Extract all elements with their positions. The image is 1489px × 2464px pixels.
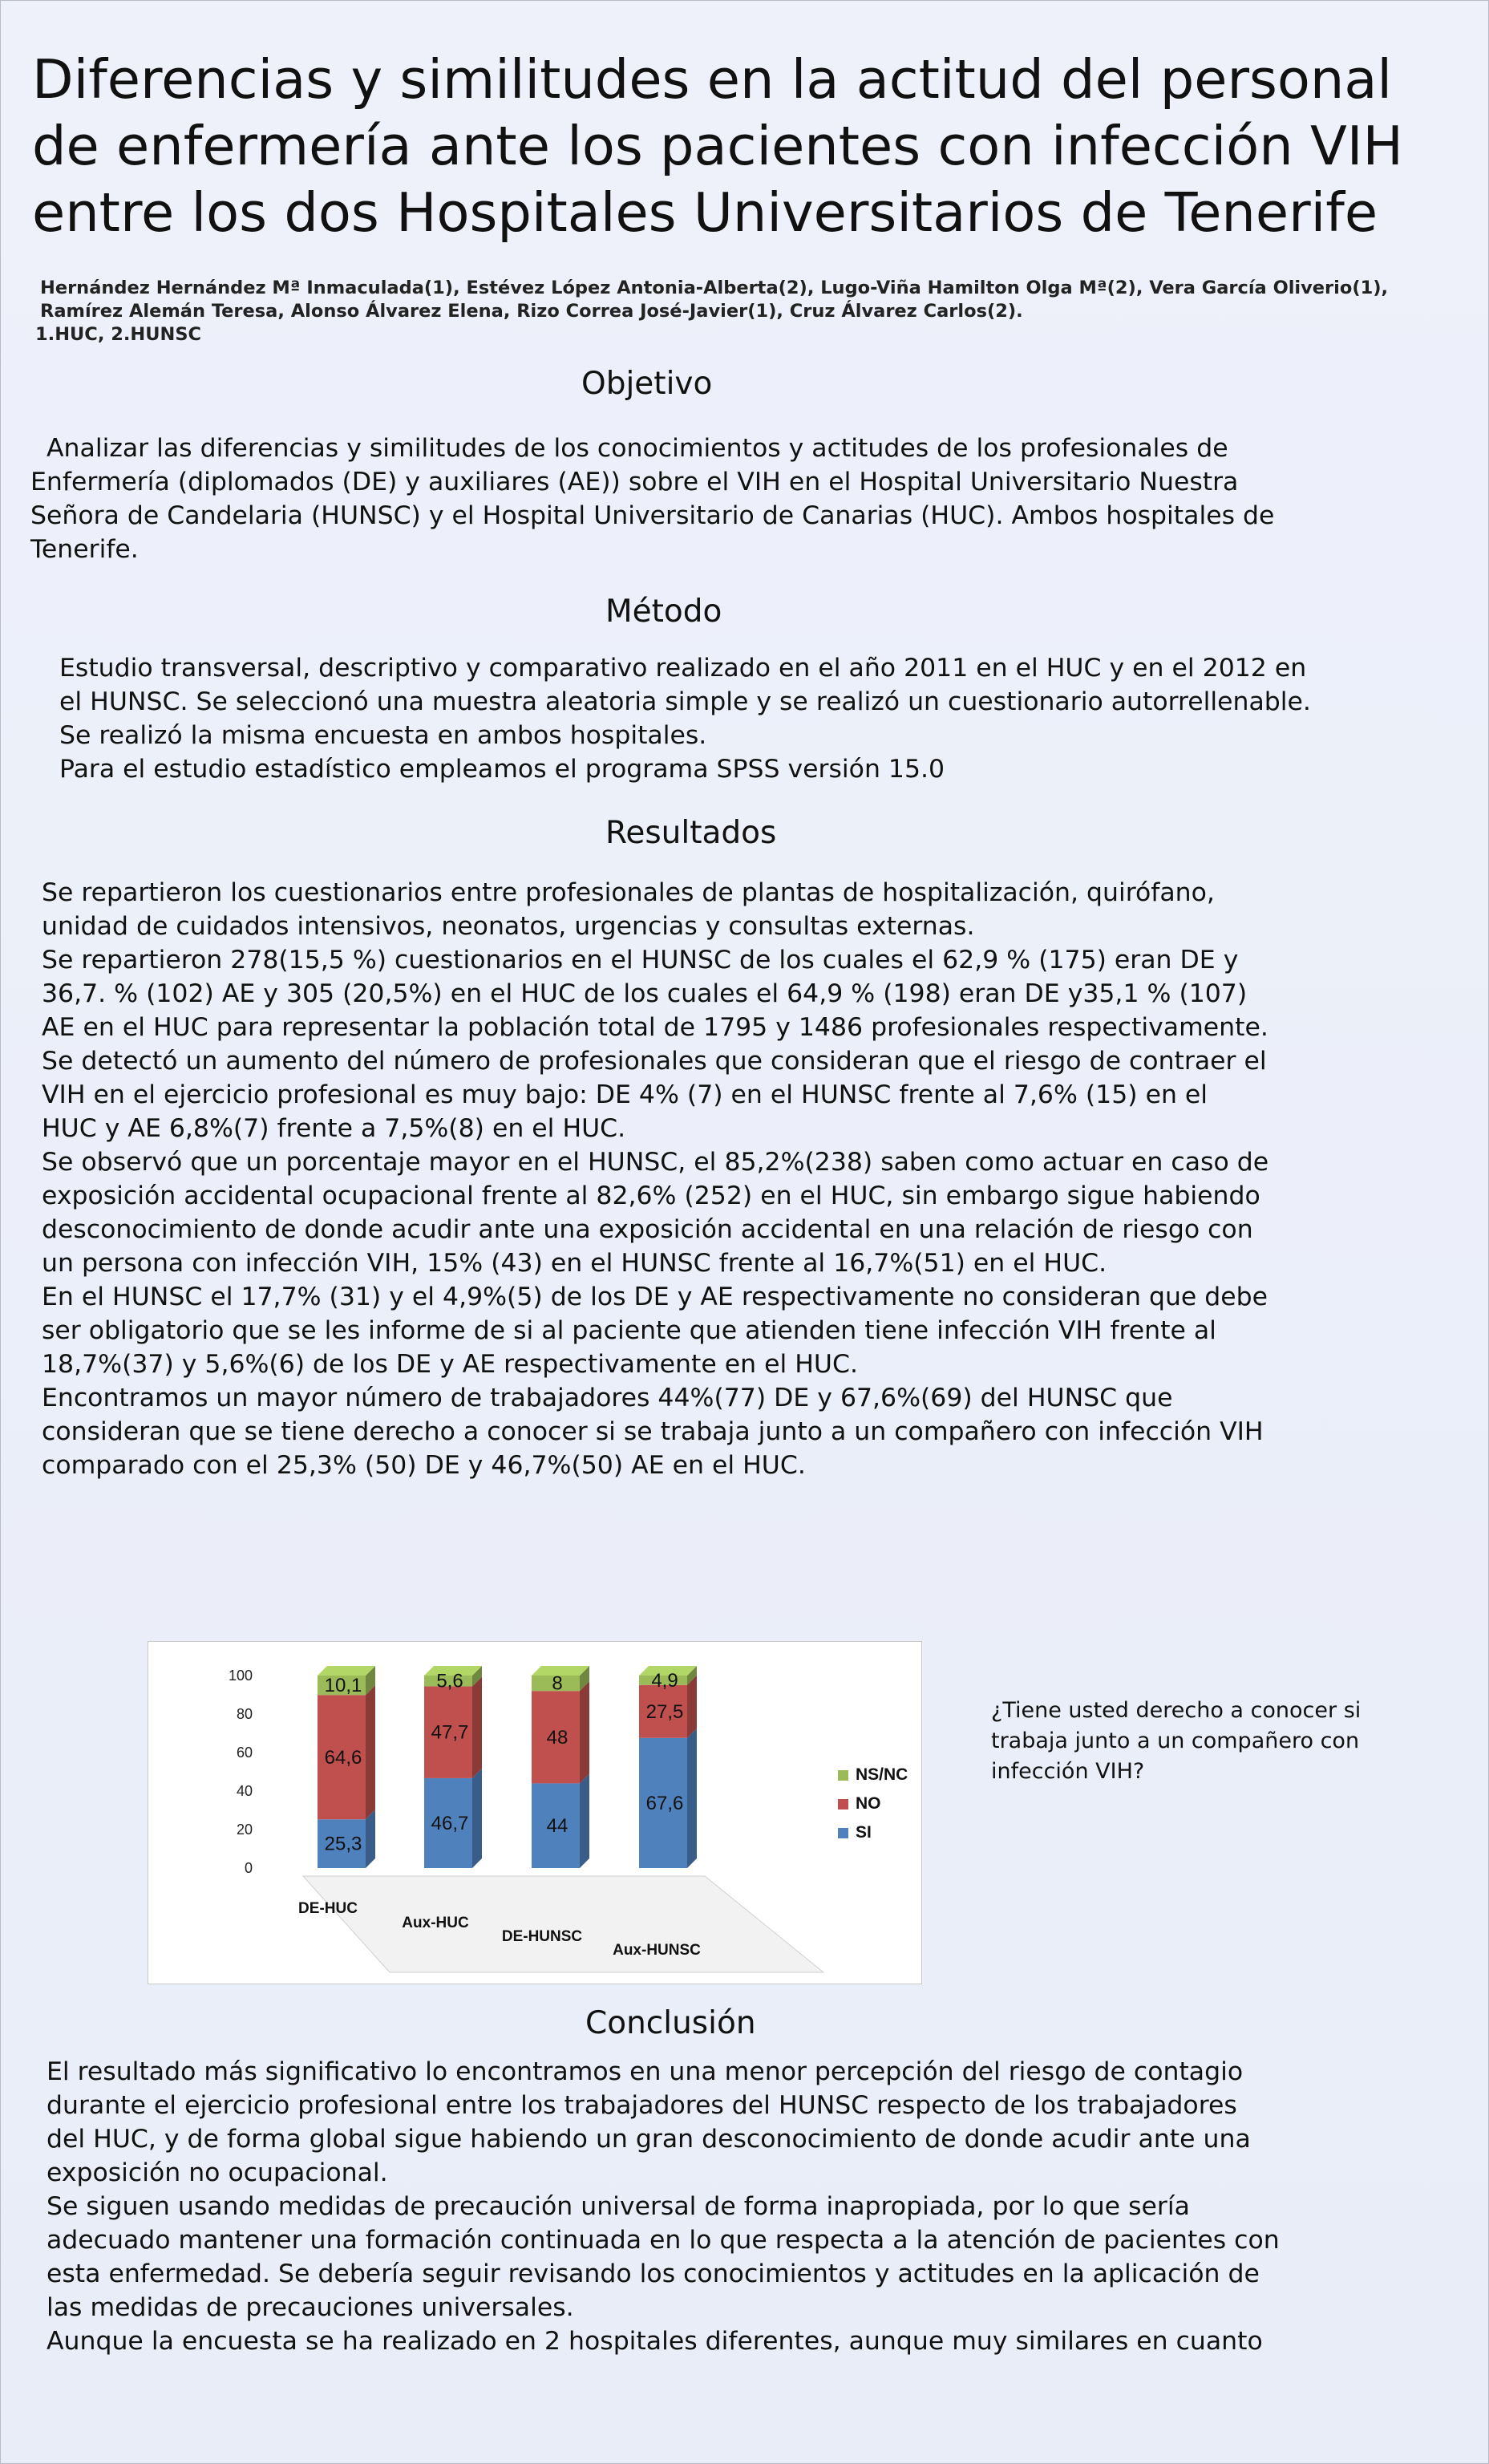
conclusion-line: las medidas de precauciones universales. — [47, 2293, 574, 2322]
resultados-text — [42, 876, 1268, 1482]
category-label: DE-HUNSC — [501, 1928, 583, 1945]
resultados-line: Se detectó un aumento del número de profesionales que consideran que el riesgo de contraer el — [42, 1047, 1267, 1076]
bar-side-face — [366, 1685, 375, 1819]
metodo-line: Para el estudio estadístico empleamos el programa SPSS versión 15.0 — [59, 755, 945, 784]
y-tick-label: 40 — [236, 1783, 253, 1799]
authors-line: Hernández Hernández Mª Inmaculada(1), Estévez López Antonia-Alberta(2), Lugo-Viña Hamilton Olga Mª(2), Vera García Oliverio(1), — [40, 278, 1389, 298]
title-line: entre los dos Hospitales Universitarios de Tenerife — [32, 181, 1378, 244]
data-label: 10,1 — [324, 1675, 362, 1697]
bar-side-face — [687, 1728, 697, 1868]
bar-side-face — [580, 1773, 589, 1868]
objetivo-text — [30, 432, 1274, 566]
legend-swatch — [838, 1799, 848, 1810]
data-label: 67,6 — [645, 1792, 684, 1814]
resultados-line: desconocimiento de donde acudir ante una exposición accidental en una relación de riesgo con — [42, 1215, 1253, 1244]
chart-question-line: ¿Tiene usted derecho a conocer si — [991, 1698, 1362, 1723]
chart-question — [991, 1696, 1440, 1787]
resultados-line: exposición accidental ocupacional frente al 82,6% (252) en el HUC, sin embargo sigue habiendo — [42, 1181, 1260, 1210]
bar-side-face — [472, 1676, 482, 1777]
legend-swatch — [838, 1828, 848, 1838]
stacked-bar-chart — [148, 1641, 922, 1984]
resultados-line: 36,7. % (102) AE y 305 (20,5%) en el HUC de los cuales el 64,9 % (198) eran DE y35,1 % (107) — [42, 979, 1248, 1008]
conclusion-line: Se siguen usando medidas de precaución universal de forma inapropiada, por lo que sería — [47, 2192, 1190, 2221]
conclusion-line: exposición no ocupacional. — [47, 2158, 388, 2187]
conclusion-line: esta enfermedad. Se debería seguir revisando los conocimientos y actitudes en la aplicación de — [47, 2259, 1260, 2288]
resultados-line: Se observó que un porcentaje mayor en el HUNSC, el 85,2%(238) saben como actuar en caso de — [42, 1148, 1269, 1177]
y-tick-label: 20 — [236, 1822, 253, 1838]
authors-line: Ramírez Alemán Teresa, Alonso Álvarez Elena, Rizo Correa José-Javier(1), Cruz Álvarez Carlos(2). — [40, 301, 1023, 322]
metodo-line: Se realizó la misma encuesta en ambos hospitales. — [59, 721, 707, 750]
resultados-line: ser obligatorio que se les informe de si al paciente que atienden tiene infección VIH frente al — [42, 1316, 1216, 1345]
chart-canvas — [148, 1642, 921, 1984]
legend-label: NS/NC — [856, 1765, 908, 1784]
bar-side-face — [687, 1676, 697, 1738]
resultados-line: VIH en el ejercicio profesional es muy bajo: DE 4% (7) en el HUNSC frente al 7,6% (15) en el — [42, 1080, 1208, 1109]
objetivo-line: Tenerife. — [30, 535, 139, 564]
affiliations-line: 1.HUC, 2.HUNSC — [35, 324, 202, 345]
conclusion-line: del HUC, y de forma global sigue habiendo un gran desconocimiento de donde acudir ante una — [47, 2125, 1251, 2154]
bar-side-face — [472, 1769, 482, 1868]
data-label: 46,7 — [431, 1812, 469, 1834]
conclusion-heading: Conclusión — [585, 2005, 756, 2041]
category-label: DE-HUC — [298, 1900, 358, 1917]
title-line: Diferencias y similitudes en la actitud del personal — [32, 48, 1393, 111]
conclusion-line: El resultado más significativo lo encontramos en una menor percepción del riesgo de contagio — [47, 2057, 1244, 2086]
legend-swatch — [838, 1770, 848, 1781]
objetivo-line: Señora de Candelaria (HUNSC) y el Hospital Universitario de Canarias (HUC). Ambos hospitales de — [30, 501, 1275, 530]
legend-label: NO — [856, 1794, 881, 1813]
resultados-line: Se repartieron 278(15,5 %) cuestionarios en el HUNSC de los cuales el 62,9 % (175) eran DE y — [42, 946, 1239, 975]
category-label: Aux-HUNSC — [613, 1942, 701, 1959]
y-tick-label: 80 — [236, 1706, 253, 1722]
y-tick-label: 0 — [244, 1860, 253, 1876]
resultados-line: 18,7%(37) y 5,6%(6) de los DE y AE respectivamente en el HUC. — [42, 1350, 858, 1379]
resultados-line: HUC y AE 6,8%(7) frente a 7,5%(8) en el HUC. — [42, 1114, 626, 1143]
data-label: 27,5 — [645, 1700, 684, 1723]
data-label: 5,6 — [436, 1670, 463, 1692]
bar-side-face — [580, 1681, 589, 1783]
bar-side-face — [366, 1810, 375, 1868]
resultados-line: Se repartieron los cuestionarios entre profesionales de plantas de hospitalización, quirófano, — [42, 878, 1215, 907]
objetivo-line: Enfermería (diplomados (DE) y auxiliares (AE)) sobre el VIH en el Hospital Universitario Nuestra — [30, 468, 1239, 496]
conclusion-line: durante el ejercicio profesional entre los trabajadores del HUNSC respecto de los trabajadores — [47, 2091, 1237, 2120]
resultados-line: un persona con infección VIH, 15% (43) en el HUNSC frente al 16,7%(51) en el HUC. — [42, 1249, 1107, 1278]
data-label: 4,9 — [651, 1669, 678, 1692]
objetivo-heading: Objetivo — [581, 366, 713, 402]
y-tick-label: 60 — [236, 1745, 253, 1761]
data-label: 25,3 — [324, 1833, 362, 1855]
conclusion-line: adecuado mantener una formación continuada en lo que respecta a la atención de pacientes con — [47, 2226, 1280, 2255]
author-list — [35, 277, 1459, 346]
conclusion-line: Aunque la encuesta se ha realizado en 2 hospitales diferentes, aunque muy similares en cuanto — [47, 2327, 1263, 2356]
resultados-heading: Resultados — [605, 815, 777, 851]
legend-label: SI — [856, 1823, 872, 1842]
metodo-text — [59, 651, 1311, 786]
y-tick-label: 100 — [228, 1668, 253, 1684]
resultados-line: consideran que se tiene derecho a conocer si se trabaja junto a un compañero con infección VIH — [42, 1417, 1264, 1446]
metodo-line: Estudio transversal, descriptivo y comparativo realizado en el año 2011 en el HUC y en el 2012 en — [59, 654, 1307, 683]
data-label: 44 — [546, 1815, 568, 1838]
chart-floor — [303, 1876, 823, 1972]
resultados-line: unidad de cuidados intensivos, neonatos, urgencias y consultas externas. — [42, 912, 975, 941]
resultados-line: comparado con el 25,3% (50) DE y 46,7%(50) AE en el HUC. — [42, 1451, 806, 1480]
poster-title — [32, 47, 1467, 246]
data-label: 8 — [552, 1672, 563, 1695]
resultados-line: AE en el HUC para representar la población total de 1795 y 1486 profesionales respectivamente. — [42, 1013, 1268, 1042]
conclusion-text — [47, 2055, 1280, 2358]
chart-question-line: trabaja junto a un compañero con — [991, 1728, 1360, 1753]
metodo-line: el HUNSC. Se seleccionó una muestra aleatoria simple y se realizó un cuestionario autorrellenable. — [59, 687, 1311, 716]
title-line: de enfermería ante los pacientes con infección VIH — [32, 115, 1403, 177]
category-label: Aux-HUC — [402, 1915, 469, 1931]
chart-question-line: infección VIH? — [991, 1759, 1145, 1784]
data-label: 48 — [546, 1726, 568, 1749]
data-label: 47,7 — [431, 1721, 469, 1744]
objetivo-line: Analizar las diferencias y similitudes de los conocimientos y actitudes de los profesionales de — [47, 434, 1228, 463]
data-label: 64,6 — [324, 1746, 362, 1769]
resultados-line: En el HUNSC el 17,7% (31) y el 4,9%(5) de los DE y AE respectivamente no consideran que debe — [42, 1283, 1268, 1311]
resultados-line: Encontramos un mayor número de trabajadores 44%(77) DE y 67,6%(69) del HUNSC que — [42, 1384, 1173, 1412]
metodo-heading: Método — [605, 594, 722, 630]
